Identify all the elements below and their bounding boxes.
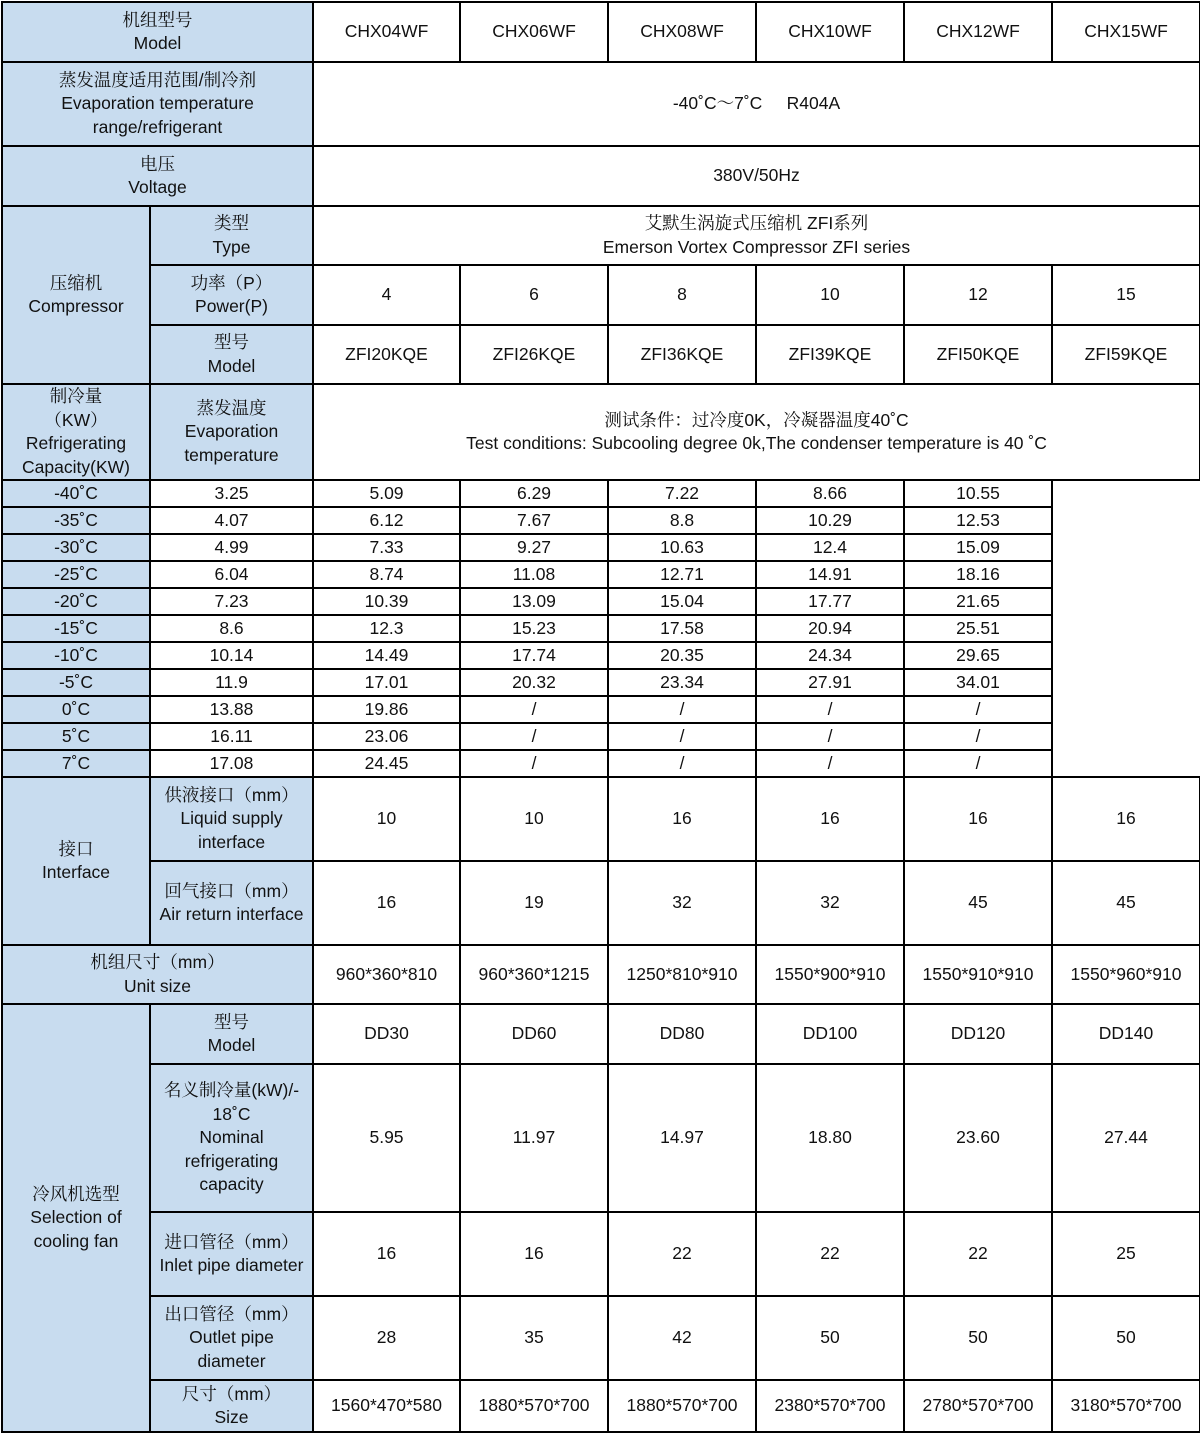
fan-size-value: 2780*570*700: [904, 1380, 1052, 1432]
capacity-value: /: [756, 723, 904, 750]
liquid-interface-label-cn: 供液接口（mm）: [164, 784, 299, 805]
unit-size-header-cell: [2, 945, 313, 1004]
fan-model-label-cell: [150, 1004, 313, 1064]
fan-size-value: 1560*470*580: [313, 1380, 460, 1432]
fan-nominal-label-cell: [150, 1064, 313, 1212]
power-value: 15: [1052, 265, 1200, 325]
fan-size-label-cell: [150, 1380, 313, 1432]
voltage-label-cn: 电压: [140, 153, 175, 174]
capacity-temp: 5˚C: [2, 723, 150, 750]
unit-size-label-en: Unit size: [123, 975, 192, 996]
evap-temp-label-en: Evaporation: [184, 421, 279, 442]
model-label-en: Model: [133, 33, 182, 53]
capacity-value: 19.86: [313, 696, 460, 723]
fan-size-row: [2, 1380, 1200, 1432]
capacity-value: 4.07: [150, 507, 313, 534]
evaporation-header-cell: [2, 62, 313, 146]
liquid-interface-value: 16: [608, 777, 756, 861]
air-return-label-cn: 回气接口（mm）: [164, 880, 299, 901]
capacity-value: 14.49: [313, 642, 460, 669]
nominal-label-en: Nominal: [199, 1127, 264, 1148]
fan-size-label-cn: 尺寸（mm）: [181, 1383, 282, 1404]
fan-size-value: 1880*570*700: [460, 1380, 608, 1432]
fan-nominal-value: 14.97: [608, 1064, 756, 1212]
fan-outlet-value: 42: [608, 1296, 756, 1380]
capacity-row: [2, 696, 1200, 723]
capacity-value: 10.63: [608, 534, 756, 561]
capacity-value: 27.91: [756, 669, 904, 696]
fan-inlet-value: 22: [608, 1212, 756, 1296]
type-label-en: Type: [212, 236, 251, 257]
compressor-label-cn: 压缩机: [49, 272, 103, 293]
capacity-value: 20.32: [460, 669, 608, 696]
evaporation-label-cn: 蒸发温度适用范围/制冷剂: [58, 69, 257, 90]
fan-outlet-value: 50: [1052, 1296, 1200, 1380]
fan-model-value: DD60: [460, 1004, 608, 1064]
capacity-value: 21.65: [904, 588, 1052, 615]
unit-size-value: 1550*910*910: [904, 945, 1052, 1004]
capacity-value: 23.06: [313, 723, 460, 750]
capacity-row: [2, 507, 1200, 534]
fan-outlet-value: 28: [313, 1296, 460, 1380]
nominal-label-cn: 18˚C: [212, 1103, 251, 1124]
fan-size-value: 3180*570*700: [1052, 1380, 1200, 1432]
model-name-cell: CHX08WF: [608, 2, 756, 62]
capacity-row: [2, 615, 1200, 642]
compressor-type-row: [2, 206, 1200, 265]
liquid-interface-value: 10: [460, 777, 608, 861]
outlet-label-cn: 出口管径（mm）: [164, 1303, 299, 1324]
capacity-temp: -20˚C: [2, 588, 150, 615]
unit-size-value: 1550*960*910: [1052, 945, 1200, 1004]
fan-nominal-value: 27.44: [1052, 1064, 1200, 1212]
capacity-value: 29.65: [904, 642, 1052, 669]
capacity-value: 9.27: [460, 534, 608, 561]
capacity-value: 6.04: [150, 561, 313, 588]
power-label-en: Power(P): [195, 296, 268, 316]
model-name-cell: CHX04WF: [313, 2, 460, 62]
capacity-value: 23.34: [608, 669, 756, 696]
capacity-value: 10.14: [150, 642, 313, 669]
model-header-cell: [2, 2, 313, 62]
compressor-power-label-cell: [150, 265, 313, 325]
fan-size-label-en: Size: [214, 1407, 249, 1427]
fan-label-en: cooling fan: [33, 1230, 119, 1251]
power-value: 6: [460, 265, 608, 325]
capacity-label-unit: （KW）: [44, 409, 108, 430]
capacity-value: 18.16: [904, 561, 1052, 588]
capacity-value: 15.09: [904, 534, 1052, 561]
capacity-temp: -40˚C: [2, 480, 150, 507]
air-return-value: 32: [608, 861, 756, 945]
interface-label-en: Interface: [41, 862, 111, 882]
air-return-label-en: Air return interface: [159, 904, 304, 924]
air-return-value: 32: [756, 861, 904, 945]
compressor-type-en: Emerson Vortex Compressor ZFI series: [602, 236, 911, 257]
evaporation-label-en: Evaporation temperature: [61, 93, 254, 114]
evaporation-temp-label-cell: [150, 384, 313, 480]
test-conditions-en: Test conditions: Subcooling degree 0k,The condenser temperature is 40 ˚C: [466, 433, 1047, 453]
capacity-value: 7.67: [460, 507, 608, 534]
capacity-temp: -30˚C: [2, 534, 150, 561]
capacity-value: 7.22: [608, 480, 756, 507]
capacity-value: 15.04: [608, 588, 756, 615]
fan-size-value: 1880*570*700: [608, 1380, 756, 1432]
capacity-temp: 0˚C: [2, 696, 150, 723]
capacity-value: 17.74: [460, 642, 608, 669]
fan-model-value: DD120: [904, 1004, 1052, 1064]
liquid-interface-row: [2, 777, 1200, 861]
capacity-row: [2, 642, 1200, 669]
capacity-rows: [2, 480, 1200, 777]
capacity-value: 13.88: [150, 696, 313, 723]
capacity-temp: -10˚C: [2, 642, 150, 669]
capacity-value: 12.3: [313, 615, 460, 642]
fan-outlet-value: 35: [460, 1296, 608, 1380]
capacity-value: 10.29: [756, 507, 904, 534]
fan-model-label-en: Model: [207, 1035, 256, 1055]
capacity-label-cn: 制冷量: [49, 386, 103, 406]
capacity-value: 10.39: [313, 588, 460, 615]
capacity-value: 11.9: [150, 669, 313, 696]
capacity-header-cell: [2, 384, 150, 480]
fan-inlet-label-cell: [150, 1212, 313, 1296]
fan-inlet-value: 22: [904, 1212, 1052, 1296]
fan-model-value: DD100: [756, 1004, 904, 1064]
compressor-model-value: ZFI26KQE: [460, 325, 608, 384]
compressor-model-label-en: Model: [207, 355, 256, 376]
capacity-value: 7.33: [313, 534, 460, 561]
capacity-value: 12.53: [904, 507, 1052, 534]
nominal-label-cn: 名义制冷量(kW)/-: [163, 1080, 300, 1101]
test-conditions-cn: 测试条件：过冷度0K，冷凝器温度40˚C: [604, 409, 909, 430]
unit-size-value: 960*360*1215: [460, 945, 608, 1004]
capacity-value: /: [460, 750, 608, 777]
spec-table: [1, 1, 1200, 1433]
liquid-interface-label-en: interface: [197, 831, 266, 852]
fan-outlet-value: 50: [756, 1296, 904, 1380]
capacity-value: 17.01: [313, 669, 460, 696]
air-return-value: 45: [1052, 861, 1200, 945]
liquid-interface-label-en: Liquid supply: [180, 808, 283, 829]
capacity-value: 17.77: [756, 588, 904, 615]
capacity-value: 12.4: [756, 534, 904, 561]
evap-temp-label-en: temperature: [184, 444, 279, 465]
liquid-interface-value: 16: [756, 777, 904, 861]
capacity-value: 8.66: [756, 480, 904, 507]
fan-model-row: [2, 1004, 1200, 1064]
voltage-label-en: Voltage: [128, 177, 187, 197]
capacity-value: /: [756, 750, 904, 777]
capacity-value: 16.11: [150, 723, 313, 750]
evap-temp-label-cn: 蒸发温度: [196, 397, 267, 418]
liquid-interface-value: 16: [1052, 777, 1200, 861]
evaporation-label-en: range/refrigerant: [92, 116, 223, 137]
capacity-row: [2, 561, 1200, 588]
capacity-value: /: [608, 750, 756, 777]
compressor-model-value: ZFI50KQE: [904, 325, 1052, 384]
capacity-value: /: [460, 723, 608, 750]
capacity-value: 15.23: [460, 615, 608, 642]
voltage-value: 380V/50Hz: [313, 146, 1200, 206]
power-value: 12: [904, 265, 1052, 325]
nominal-label-en: capacity: [199, 1174, 264, 1195]
capacity-value: 7.23: [150, 588, 313, 615]
liquid-interface-label-cell: [150, 777, 313, 861]
capacity-value: 8.74: [313, 561, 460, 588]
compressor-type-label-cell: [150, 206, 313, 265]
interface-header-cell: [2, 777, 150, 945]
compressor-power-row: [2, 265, 1200, 325]
fan-inlet-value: 25: [1052, 1212, 1200, 1296]
air-return-value: 16: [313, 861, 460, 945]
model-row: [2, 2, 1200, 62]
capacity-value: /: [756, 696, 904, 723]
capacity-value: 25.51: [904, 615, 1052, 642]
compressor-model-value: ZFI36KQE: [608, 325, 756, 384]
fan-nominal-value: 23.60: [904, 1064, 1052, 1212]
capacity-label-en: Capacity(KW): [22, 456, 130, 477]
fan-model-label-cn: 型号: [214, 1011, 249, 1032]
model-name-cell: CHX06WF: [460, 2, 608, 62]
interface-label-cn: 接口: [58, 838, 94, 859]
compressor-model-value: ZFI20KQE: [313, 325, 460, 384]
outlet-label-en: diameter: [197, 1350, 266, 1371]
capacity-value: /: [608, 696, 756, 723]
capacity-value: /: [904, 723, 1052, 750]
unit-size-row: [2, 945, 1200, 1004]
capacity-value: /: [904, 750, 1052, 777]
fan-inlet-value: 16: [460, 1212, 608, 1296]
fan-label-en: Selection of: [30, 1207, 122, 1228]
voltage-row: [2, 146, 1200, 206]
unit-size-label-cn: 机组尺寸（mm）: [90, 952, 225, 972]
fan-model-value: DD30: [313, 1004, 460, 1064]
fan-inlet-value: 22: [756, 1212, 904, 1296]
capacity-value: 24.34: [756, 642, 904, 669]
power-label-cn: 功率（P）: [190, 272, 273, 293]
outlet-label-en: Outlet pipe: [189, 1327, 274, 1348]
fan-size-value: 2380*570*700: [756, 1380, 904, 1432]
capacity-value: 4.99: [150, 534, 313, 561]
capacity-label-en: Refrigerating: [25, 433, 127, 453]
evaporation-row: [2, 62, 1200, 146]
capacity-row: [2, 750, 1200, 777]
fan-nominal-value: 11.97: [460, 1064, 608, 1212]
capacity-value: /: [608, 723, 756, 750]
fan-model-value: DD140: [1052, 1004, 1200, 1064]
inlet-label-cn: 进口管径（mm）: [164, 1231, 299, 1252]
capacity-value: 20.35: [608, 642, 756, 669]
capacity-value: 11.08: [460, 561, 608, 588]
air-return-value: 45: [904, 861, 1052, 945]
fan-outlet-row: [2, 1296, 1200, 1380]
test-conditions-cell: [313, 384, 1200, 480]
capacity-row: [2, 588, 1200, 615]
fan-label-cn: 冷风机选型: [32, 1183, 120, 1204]
inlet-label-en: Inlet pipe diameter: [159, 1255, 304, 1275]
fan-nominal-value: 18.80: [756, 1064, 904, 1212]
air-return-row: [2, 861, 1200, 945]
model-name-cell: CHX15WF: [1052, 2, 1200, 62]
capacity-temp: 7˚C: [2, 750, 150, 777]
fan-inlet-row: [2, 1212, 1200, 1296]
unit-size-value: 1250*810*910: [608, 945, 756, 1004]
fan-nominal-value: 5.95: [313, 1064, 460, 1212]
capacity-value: 5.09: [313, 480, 460, 507]
type-label-cn: 类型: [214, 213, 249, 233]
compressor-model-label-cell: [150, 325, 313, 384]
capacity-value: 13.09: [460, 588, 608, 615]
capacity-row: [2, 669, 1200, 696]
fan-nominal-row: [2, 1064, 1200, 1212]
compressor-label-en: Compressor: [28, 296, 124, 316]
capacity-value: 8.6: [150, 615, 313, 642]
fan-outlet-value: 50: [904, 1296, 1052, 1380]
capacity-value: 10.55: [904, 480, 1052, 507]
capacity-value: 12.71: [608, 561, 756, 588]
evaporation-value: -40˚C～7˚C R404A: [313, 62, 1200, 146]
model-name-cell: CHX10WF: [756, 2, 904, 62]
compressor-type-value-cell: [313, 206, 1200, 265]
compressor-type-cn: 艾默生涡旋式压缩机 ZFI系列: [644, 213, 869, 233]
capacity-temp: -25˚C: [2, 561, 150, 588]
capacity-header-row: [2, 384, 1200, 480]
capacity-value: 6.29: [460, 480, 608, 507]
model-label-cn: 机组型号: [122, 9, 193, 30]
air-return-value: 19: [460, 861, 608, 945]
voltage-header-cell: [2, 146, 313, 206]
compressor-model-label-cn: 型号: [214, 332, 249, 352]
capacity-value: 3.25: [150, 480, 313, 507]
capacity-row: [2, 723, 1200, 750]
air-return-label-cell: [150, 861, 313, 945]
capacity-temp: -5˚C: [2, 669, 150, 696]
model-name-cell: CHX12WF: [904, 2, 1052, 62]
fan-inlet-value: 16: [313, 1212, 460, 1296]
unit-size-value: 1550*900*910: [756, 945, 904, 1004]
power-value: 8: [608, 265, 756, 325]
capacity-value: 6.12: [313, 507, 460, 534]
capacity-value: /: [460, 696, 608, 723]
capacity-row: [2, 534, 1200, 561]
capacity-value: 14.91: [756, 561, 904, 588]
capacity-temp: -15˚C: [2, 615, 150, 642]
capacity-value: 17.58: [608, 615, 756, 642]
power-value: 4: [313, 265, 460, 325]
nominal-label-en: refrigerating: [184, 1150, 279, 1171]
capacity-row: [2, 480, 1200, 507]
power-value: 10: [756, 265, 904, 325]
liquid-interface-value: 10: [313, 777, 460, 861]
capacity-value: /: [904, 696, 1052, 723]
capacity-value: 24.45: [313, 750, 460, 777]
capacity-value: 20.94: [756, 615, 904, 642]
compressor-model-row: [2, 325, 1200, 384]
capacity-temp: -35˚C: [2, 507, 150, 534]
fan-outlet-label-cell: [150, 1296, 313, 1380]
fan-model-value: DD80: [608, 1004, 756, 1064]
compressor-header-cell: [2, 206, 150, 384]
unit-size-value: 960*360*810: [313, 945, 460, 1004]
capacity-value: 34.01: [904, 669, 1052, 696]
capacity-value: 17.08: [150, 750, 313, 777]
compressor-model-value: ZFI39KQE: [756, 325, 904, 384]
capacity-value: 8.8: [608, 507, 756, 534]
liquid-interface-value: 16: [904, 777, 1052, 861]
compressor-model-value: ZFI59KQE: [1052, 325, 1200, 384]
fan-header-cell: [2, 1004, 150, 1432]
